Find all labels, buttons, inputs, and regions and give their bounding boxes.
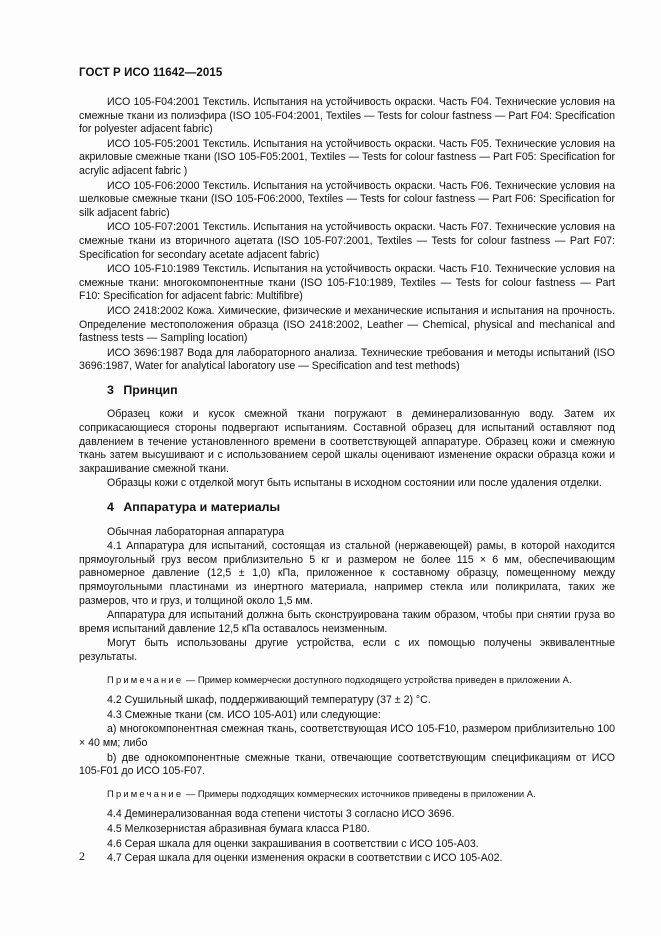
note-1	[79, 673, 615, 687]
section-heading-principle	[107, 384, 615, 398]
reference-iso-105-f07: ИСО 105-F07:2001 Текстиль. Испытания на устойчивость окраски. Часть F07. Технические условия на смежные ткани из вторичного ацетата (ISO 105-F07:2001, Textiles — Tests for colour fastness — Part F07: Specification for secondary acetate adjacent fabric)	[79, 221, 615, 261]
document-body	[79, 96, 615, 867]
clause-4-1: 4.1 Аппаратура для испытаний, состоящая из стальной (нержавеющей) рамы, в которой находится прямоугольный груз весом приблизительно 5 кг и размером не более 115 × 6 мм, обеспечивающим равномерное давление (12,5 ± 1,0) кПа, приложенное к составному образцу, помещенному между прямоугольными пластинами из инертного материала, например стекла или поликрилата, таких же размеров, что и груз, и толщиной около 1,5 мм.	[79, 540, 615, 607]
note-2	[79, 787, 615, 801]
page-number: 2	[79, 849, 85, 863]
clause-4-3-a: a) многокомпонентная смежная ткань, соответствующая ИСО 105-F10, размером приблизительно 100 × 40 мм; либо	[79, 723, 615, 749]
reference-iso-105-f06: ИСО 105-F06:2000 Текстиль. Испытания на устойчивость окраски. Часть F06. Технические условия на шелковые смежные ткани (ISO 105-F06:2000, Textiles — Tests for colour fastness — Part F06: Specification for silk adjacent fabric)	[79, 179, 615, 219]
clause-4-3-b: b) две однокомпонентные смежные ткани, отвечающие соответствующим спецификациям от ИСО 105-F01 до ИСО 105-F07.	[79, 751, 615, 778]
note-label: Примечание	[107, 673, 184, 685]
apparatus-design-paragraph: Аппаратура для испытаний должна быть сконструирована таким образом, чтобы при снятии груза во время испытаний давление 12,5 кПа оставалось неизменным.	[79, 609, 615, 635]
principle-paragraph-finish: Образцы кожи с отделкой могут быть испытаны в исходном состоянии или после удаления отделки.	[107, 477, 602, 490]
reference-iso-105-f05: ИСО 105-F05:2001 Текстиль. Испытания на устойчивость окраски. Часть F05. Технические условия на акриловые смежные ткани (ISO 105-F05:2001, Textiles — Tests for colour fastness — Part F05: Specification for acrylic adjacent fabric )	[79, 137, 615, 177]
section-number: 3	[107, 382, 114, 397]
section-title: Принцип	[123, 382, 178, 397]
note-text: — Пример коммерчески доступного подходящего устройства приведен в приложении А.	[183, 673, 572, 685]
reference-iso-105-f04: ИСО 105-F04:2001 Текстиль. Испытания на устойчивость окраски. Часть F04. Технические условия на смежные ткани из полиэфира (ISO 105-F04:2001, Textiles — Tests for colour fastness — Part F04: Specification for polyester adjacent fabric)	[79, 96, 615, 136]
section-title: Аппаратура и материалы	[123, 500, 281, 515]
document-header: ГОСТ Р ИСО 11642—2015	[79, 67, 223, 79]
section-heading-apparatus	[107, 501, 615, 515]
clause-4-2: 4.2 Сушильный шкаф, поддерживающий температуру (37 ± 2) °C.	[107, 694, 431, 707]
clause-4-6: 4.6 Серая шкала для оценки закрашивания в соответствии с ИСО 105-А03.	[107, 837, 479, 850]
reference-iso-3696: ИСО 3696:1987 Вода для лабораторного анализа. Технические требования и методы испытаний (ISO 3696:1987, Water for analytical laboratory use — Specification and test methods)	[79, 346, 615, 373]
apparatus-intro: Обычная лабораторная аппаратура	[107, 525, 285, 538]
note-text: — Примеры подходящих коммерческих источников приведены в приложении А.	[183, 787, 536, 799]
apparatus-other-devices: Могут быть использованы другие устройства, если с их помощью получены эквивалентные результаты.	[79, 637, 615, 663]
clause-4-7: 4.7 Серая шкала для оценки изменения окраски в соответствии с ИСО 105-А02.	[107, 852, 503, 865]
clause-4-3: 4.3 Смежные ткани (см. ИСО 105-А01) или следующие:	[107, 708, 381, 721]
principle-paragraph: Образец кожи и кусок смежной ткани погружают в деминерализованную воду. Затем их соприкасающиеся стороны подвергают испытаниям. Составной образец для испытаний оставляют под давлением в течение установленного времени в соответствующей аппаратуре. Образец кожи и смежную ткань затем высушивают и с использованием серой шкалы оценивают изменение окраски образца кожи и закрашивание смежной ткани.	[79, 408, 615, 475]
reference-iso-105-f10: ИСО 105-F10:1989 Текстиль. Испытания на устойчивость окраски. Часть F10. Технические условия на смежные ткани: многокомпонентные ткани (ISO 105-F10:1989, Textiles — Tests for colour fastness — Part F10: Specification for adjacent fabric: Multifibre)	[79, 263, 615, 303]
clause-4-5: 4.5 Мелкозернистая абразивная бумага класса Р180.	[107, 822, 370, 835]
reference-iso-2418: ИСО 2418:2002 Кожа. Химические, физические и механические испытания и испытания на прочность. Определение местоположения образца (ISO 2418:2002, Leather — Chemical, physical and mechanical and fastness tests — Sampling location)	[79, 304, 615, 345]
clause-4-4: 4.4 Деминерализованная вода степени чистоты 3 согласно ИСО 3696.	[107, 808, 455, 821]
note-label: Примечание	[107, 787, 184, 799]
section-number: 4	[107, 500, 114, 515]
